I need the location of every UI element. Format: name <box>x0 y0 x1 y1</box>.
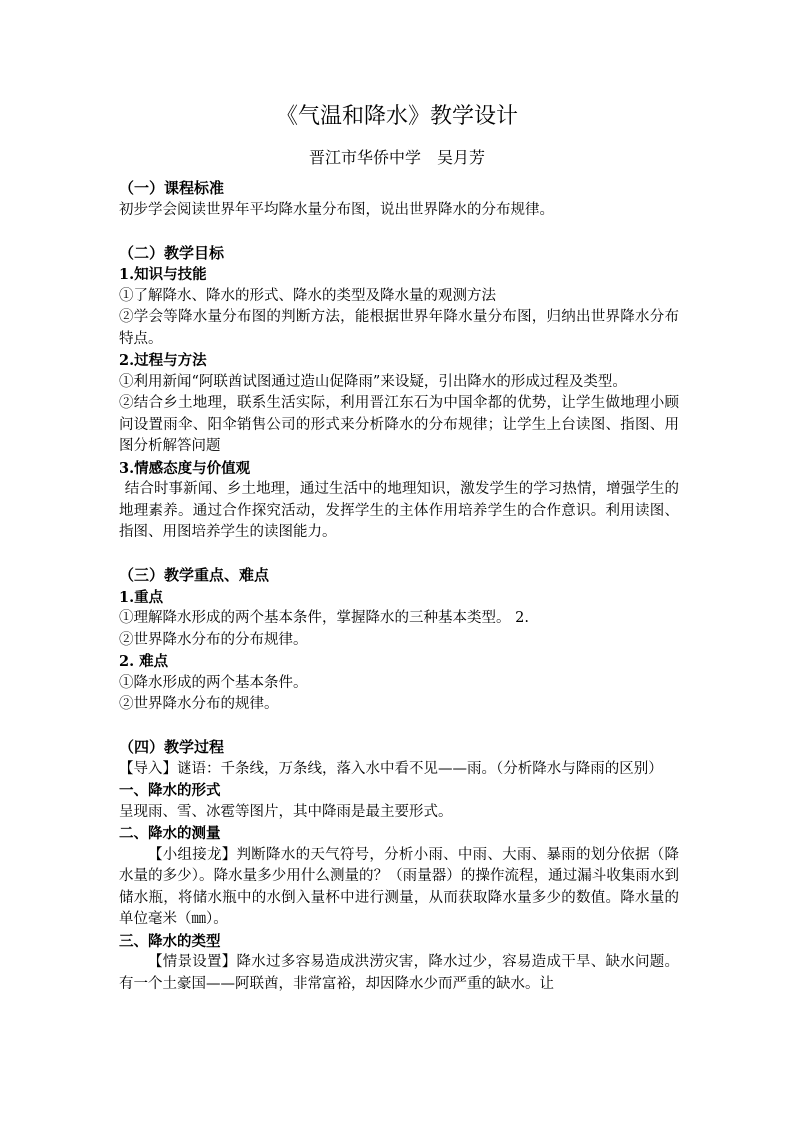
paragraph: 呈现雨、雪、冰雹等图片，其中降雨是最主要形式。 <box>119 803 453 820</box>
subheading: 1.知识与技能 <box>119 266 207 283</box>
list-item: ②世界降水分布的分布规律。 <box>119 631 308 648</box>
list-item: ①利用新闻“阿联酋试图通过造山促降雨”来设疑，引出降水的形成过程及类型。 <box>119 373 627 390</box>
list-item: ①理解降水形成的两个基本条件，掌握降水的三种基本类型。 2. <box>119 610 529 626</box>
subheading: 三、降水的类型 <box>119 932 221 950</box>
paragraph: 结合时事新闻、乡土地理，通过生活中的地理知识，激发学生的学习热情，增强学生的地理素养。通过合作探究活动，发挥学生的主体作用培养学生的合作意识。利用读图、指图、用图培养学生的读图能力。 <box>119 481 679 540</box>
section-heading-objectives: （二）教学目标 <box>119 243 225 262</box>
subheading: 2. 难点 <box>119 653 169 670</box>
list-item: ①降水形成的两个基本条件。 <box>119 674 308 691</box>
paragraph: 初步学会阅读世界年平均降水量分布图，说出世界降水的分布规律。 <box>119 201 554 218</box>
paragraph: 【导入】谜语：千条线，万条线，落入水中看不见——雨。（分析降水与降雨的区别） <box>119 760 663 777</box>
subheading: 1.重点 <box>119 588 164 606</box>
list-item: ②学会等降水量分布图的判断方法，能根据世界年降水量分布图，归纳出世界降水分布特点。 <box>119 309 679 347</box>
section-heading-process: （四）教学过程 <box>119 738 225 756</box>
list-item: ②世界降水分布的规律。 <box>119 696 279 712</box>
list-item: ①了解降水、降水的形式、降水的类型及降水量的观测方法 <box>119 287 496 304</box>
document-author: 晋江市华侨中学 吴月芳 <box>308 148 485 167</box>
section-heading-curriculum: （一）课程标准 <box>119 179 225 197</box>
document-title: 《气温和降水》教学设计 <box>275 104 518 129</box>
subheading: 3.情感态度与价值观 <box>119 459 251 477</box>
subheading: 一、降水的形式 <box>119 782 221 799</box>
subheading: 2.过程与方法 <box>119 352 207 369</box>
list-item: ②结合乡土地理，联系生活实际，利用晋江东石为中国伞都的优势，让学生做地理小顾问设置雨伞、阳伞销售公司的形式来分析降水的分布规律；让学生上台读图、指图、用图分析解答问题 <box>119 395 679 454</box>
subheading: 二、降水的测量 <box>119 825 221 842</box>
paragraph: 【小组接龙】判断降水的天气符号，分析小雨、中雨、大雨、暴雨的划分依据（降水量的多少）。降水量多少用什么测量的？（雨量器）的操作流程，通过漏斗收集雨水到储水瓶，将储水瓶中的水倒入量杯中进行测量，从而获取降水量多少的数值。降水量的单位毫米（㎜）。 <box>119 846 679 927</box>
document-body <box>119 178 679 995</box>
paragraph: 【情景设置】降水过多容易造成洪涝灾害，降水过少，容易造成干旱、缺水问题。有一个土豪国——阿联酋，非常富裕，却因降水少而严重的缺水。让 <box>119 954 679 992</box>
section-heading-key-points: （三）教学重点、难点 <box>119 566 270 584</box>
